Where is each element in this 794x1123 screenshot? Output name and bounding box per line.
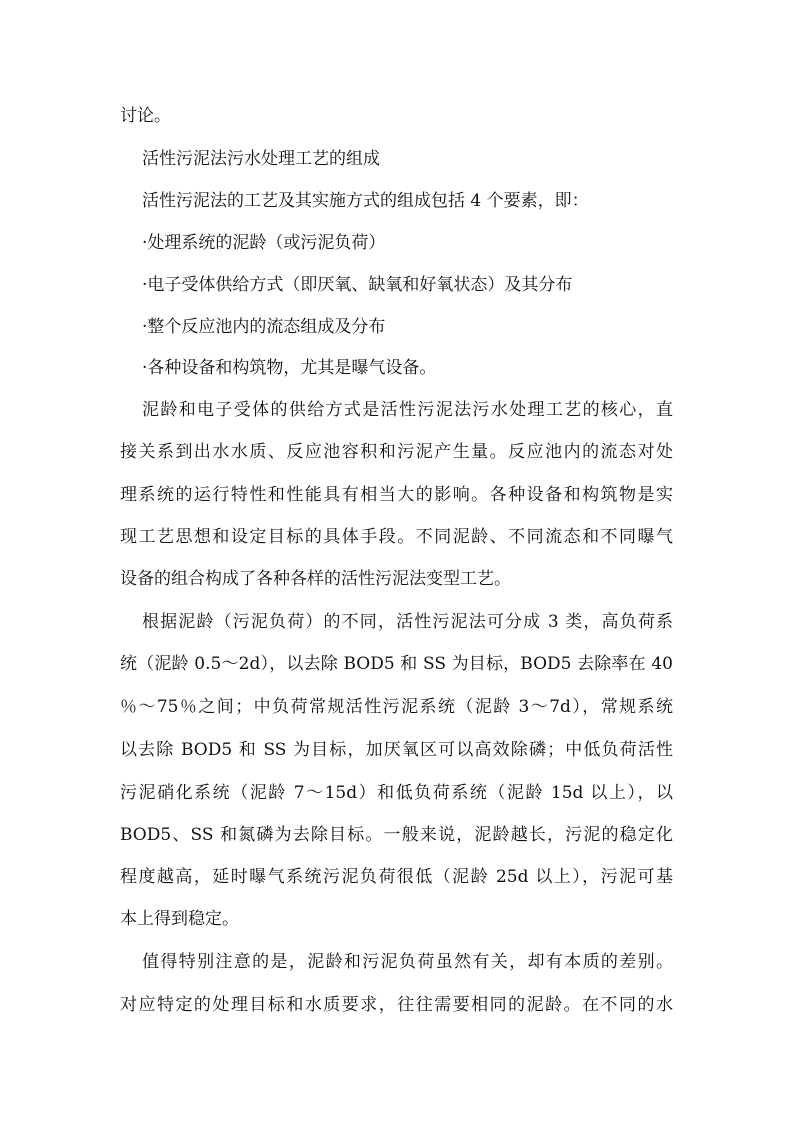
- paragraph-line: 理系统的运行特性和性能具有相当大的影响。各种设备和构筑物是实: [120, 485, 673, 505]
- section-heading: 活性污泥法污水处理工艺的组成: [142, 149, 380, 169]
- intro-text: 活性污泥法的工艺及其实施方式的组成包括 4 个要素，即：: [142, 191, 589, 211]
- paragraph-line: 对应特定的处理目标和水质要求，往往需要相同的泥龄。在不同的水: [120, 995, 673, 1015]
- paragraph-line: 值得特别注意的是，泥龄和污泥负荷虽然有关，却有本质的差别。: [142, 952, 673, 972]
- bullet-item: ·整个反应池内的流态组成及分布: [142, 317, 386, 337]
- bullet-item: ·电子受体供给方式（即厌氧、缺氧和好氧状态）及其分布: [142, 275, 573, 295]
- paragraph-line: 本上得到稳定。: [120, 909, 239, 929]
- paragraph-line: 污泥硝化系统（泥龄 7～15d）和低负荷系统（泥龄 15d 以上），以: [120, 783, 673, 803]
- paragraph-line: BOD5、SS 和氮磷为去除目标。一般来说，泥龄越长，污泥的稳定化: [120, 825, 673, 845]
- bullet-item: ·各种设备和构筑物，尤其是曝气设备。: [142, 358, 437, 378]
- bullet-item: ·处理系统的泥龄（或污泥负荷）: [142, 233, 386, 253]
- paragraph-line: ％～75％之间；中负荷常规活性污泥系统（泥龄 3～7d），常规系统: [120, 697, 673, 717]
- paragraph-line: 泥龄和电子受体的供给方式是活性污泥法污水处理工艺的核心，直: [142, 400, 673, 420]
- paragraph-line: 程度越高，延时曝气系统污泥负荷很低（泥龄 25d 以上），污泥可基: [120, 867, 673, 887]
- intro-line: 讨论。: [120, 106, 171, 126]
- paragraph-line: 设备的组合构成了各种各样的活性污泥法变型工艺。: [120, 569, 511, 589]
- paragraph-line: 以去除 BOD5 和 SS 为目标，加厌氧区可以高效除磷；中低负荷活性: [120, 740, 673, 760]
- paragraph-line: 现工艺思想和设定目标的具体手段。不同泥龄、不同流态和不同曝气: [120, 527, 673, 547]
- paragraph-line: 根据泥龄（污泥负荷）的不同，活性污泥法可分成 3 类，高负荷系: [142, 612, 673, 632]
- paragraph-line: 接关系到出水水质、反应池容积和污泥产生量。反应池内的流态对处: [120, 442, 673, 462]
- paragraph-line: 统（泥龄 0.5～2d），以去除 BOD5 和 SS 为目标，BOD5 去除率在 40: [120, 654, 673, 674]
